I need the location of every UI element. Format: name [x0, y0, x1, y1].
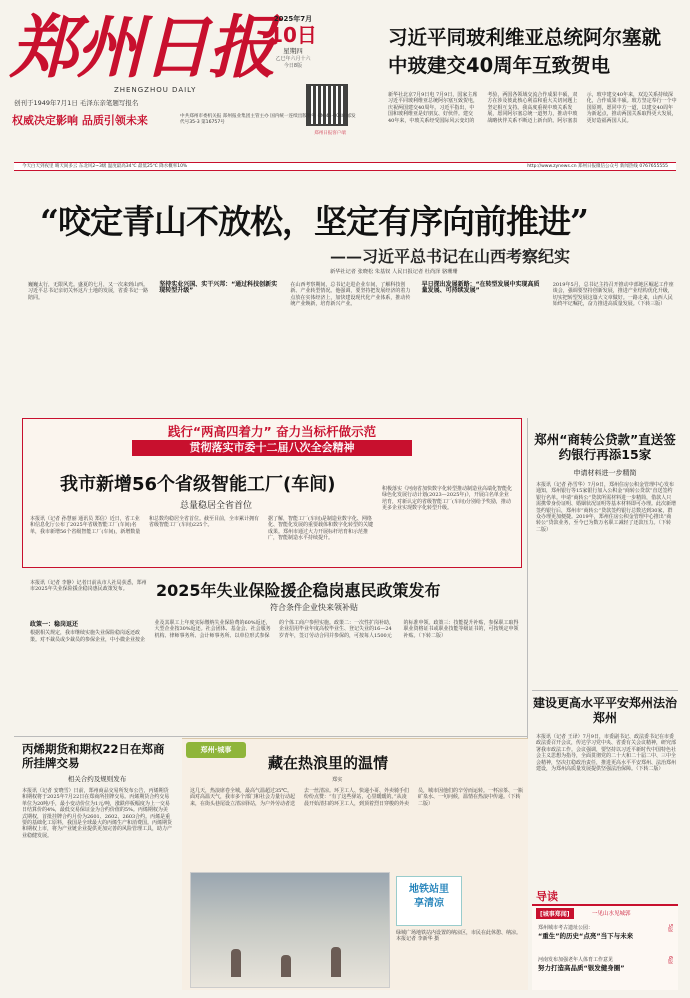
date-year-month: 2025年7月 — [273, 15, 313, 23]
guide-item-2-kicker: 河南发布加强老年人体育工作意见 — [538, 957, 614, 963]
insurance-body — [30, 620, 520, 643]
lead-byline: 新华社记者 张晓松 朱基钗 人民日报记者 杜尚泽 骆珊珊 — [330, 269, 458, 275]
slogan: 权威决定影响 品质引领未来 — [12, 114, 148, 127]
feature-body: 本报讯（记者 孙慧丽 通讯员 郑信）近日，省工业和信息化厅公布了2025年省级智能工厂(车间)名单，我市新增56个省级智能工厂(车间)，新增数量和总数均稳居全省首位。截至目前，全市累计拥有省级智能工厂(车间)225个。 — [30, 516, 260, 535]
right-story-1-body: 本报讯（记者 孙雪华）7月9日，郑州住房公积金管理中心发布通知，郑州银行等15家银行加入公积金“商转公贷款”直送签约银行名单。申请“商转公”贷款所需材料进一步精简，借款人只需携带身份证明、婚姻状况证明等基本材料即可办理。此次新增签约银行后，郑州市“商转公”贷款签约银行总数达到30家，群众办理更加便捷。2019年，郑州住房公积金管理中心推出“商转公”贷款业务，至今已为数万名职工减轻了还款压力。（下转二版） — [536, 482, 677, 533]
guide-item-2[interactable] — [538, 956, 658, 972]
section-divider — [532, 690, 678, 691]
insurance-subhead: 政策一：稳岗返还 — [30, 621, 79, 628]
insurance-lead: 本报讯（记者 李静）记者日前从市人社局获悉，郑州市2025年失业保险援企稳岗惠民政策发布。 — [30, 580, 147, 593]
heat-author: 郑实 — [332, 777, 343, 783]
column-badge: 郑州·城事 — [186, 742, 246, 758]
feature-headline[interactable]: 我市新增56个省级智能工厂(车间) — [60, 474, 336, 495]
feature-subheadline: 总量稳居全省首位 — [180, 501, 253, 511]
lead-subhead: 早日探出发展新路：“在转型发展中实现高质量发展、可持续发展” — [421, 281, 540, 295]
futures-headline[interactable]: 丙烯期货和期权22日在郑商所挂牌交易 — [22, 742, 165, 770]
date-day: 10日 — [269, 23, 317, 47]
insurance-subheadline: 符合条件企业快来领补贴 — [270, 603, 358, 612]
guide-item-1-page: 5版 — [667, 924, 673, 933]
weather-text: 今天白天到夜里 晴天间多云 东北风2~3级 温度最高34℃ 最低25℃ 降水概率10% — [22, 164, 188, 169]
lead-subheadline: ——习近平总书记在山西考察纪实 — [330, 247, 571, 266]
lead-paragraph: 2019年5月，总书记主持召开推动中部地区崛起工作座谈会，强调要坚持创新发展，推进产业结构优化升级，切实把转型发展这篇大文章做好。一路走来，山西人民始终牢记嘱托，奋力推进高质量发展。（下转三版） — [552, 282, 674, 308]
person-figure — [331, 947, 341, 977]
date-weekday: 星期四 — [283, 47, 303, 55]
lead-headline[interactable]: “咬定青山不放松，坚定有序向前推进” — [40, 202, 588, 241]
insurance-headline[interactable]: 2025年失业保险援企稳岗惠民政策发布 — [156, 581, 441, 600]
website-link[interactable]: http://www.zynews.cn 郑州日报微信公众号 新闻热线 0767655555 — [527, 164, 668, 169]
guide-item-1-kicker: 郑州城市考古遗址公园： — [538, 925, 594, 931]
lead-body — [28, 282, 674, 308]
heat-body: 这几天，热浪席卷全城，最高气温超过35℃。面对高温天气，我市多个部门和社会力量行动起来，在街头巷尾设立清凉驿站，为户外劳动者送去一丝清凉。环卫工人、快递小哥、外卖骑手们纷纷点赞：“有了这些驿站，心里暖暖的。”从凌晨开始清扫的环卫工人，到顶着烈日穿梭的外卖员，城市因他们的辛劳而运转。一杯凉茶、一瓶矿泉水、一句问候，温情在热浪中传递。（下转二版） — [190, 788, 524, 807]
insurance-paragraph: 根据相关规定，我市继续实施失业保险稳岗返还政策。对不裁员或少裁员的参保企业，中小微企业按企业及其职工上年度实际缴纳失业保险费的60%返还，大型企业按30%返还。社会团体、基金会、社会服务机构、律师事务所、会计师事务所、以单位形式参保的个体工商户参照实施。政策二：一次性扩岗补助，企业招用毕业年度高校毕业生、登记失业的16—24岁青年，签订劳动合同并参保的，可按每人1500元的标准申领。政策三：技能提升补贴，参保职工取得职业资格证书或职业技能等级证书的，可按规定申领补贴。（下转二版） — [30, 620, 519, 643]
right-story-1-sub: 申请材料进一步精简 — [573, 469, 637, 477]
person-figure — [281, 955, 291, 977]
weather-bar — [14, 162, 676, 171]
section-divider — [14, 736, 528, 737]
feature-body-3: 积极落实《河南省加快数字化转型推动制造业高端化智能化绿色化发展行动计划(2023—2025年)》，开展白名单企业培育，对新认定的省级智能工厂(车间)分别给予奖励，推动更多企业实现数字化转型升级。 — [382, 486, 513, 512]
date-lunar: 乙巳年六月十六 — [275, 56, 311, 62]
guide-tag: [城事郑闻] — [536, 908, 574, 919]
caption-title-1: 地铁站里 — [409, 884, 449, 895]
guide-tag-sub: 一见山水见城郭 — [592, 911, 631, 917]
right-story-1-headline[interactable]: 郑州“商转公贷款”直送签约银行再添15家 — [534, 432, 676, 462]
guide-item-2-page: 6版 — [667, 956, 673, 965]
guide-item-1-title: “重生”的历史“点亮”当下与未来 — [538, 932, 634, 940]
photo-caption-text: 绿城广场地铁站内设置的纳凉区，市民在此休憩、纳凉。 本报记者 李新华 摄 — [396, 930, 522, 943]
founded-line: 创刊于1949年7月1日 毛泽东亲笔题写报名 — [14, 99, 139, 107]
futures-body: 本报讯（记者 安晓雪）日前，郑州商品交易所发布公告，丙烯期货和期权将于2025年7月22日在郑商所挂牌交易。丙烯期货合约交易单位为20吨/手，最小变动价位为1元/吨，涨跌停板幅度为上一交易日结算价的4%，最低交易保证金为合约价值的5%。丙烯期权为美式期权，首批挂牌合约月份为2601、2602、2603合约。丙烯是重要的基础化工原料，我国是全球最大的丙烯生产和消费国。丙烯期货和期权上市，将为产业链企业提供更加完善的风险管理工具，助力产业稳健发展。 — [22, 788, 173, 839]
lead-paragraph: 巍巍太行，无限风光。盛夏的七月，又一次来到山西。习近平总书记亲切关怀这片土地的发展，省委书记一路陪同。 — [28, 282, 149, 301]
guide-item-1[interactable] — [538, 924, 658, 940]
lead-paragraph: 在山西考察期间，总书记走进企业车间，了解科技创新、产业转型情况。他强调，要坚持把发展经济的着力点放在实体经济上，加快建设现代化产业体系，推动传统产业焕新，培育新兴产业。 — [290, 282, 411, 308]
metro-station-photo[interactable] — [190, 872, 390, 988]
feature-banner-red: 贯彻落实市委十二届八次全会精神 — [132, 440, 412, 456]
guide-title: 导读 — [536, 890, 558, 903]
photo-caption-box — [396, 876, 462, 926]
qr-code-label: 郑州日报客户端 — [314, 131, 346, 136]
guide-item-2-title: 努力打造高品质“银发健身圈” — [538, 964, 625, 972]
heat-headline[interactable]: 藏在热浪里的温情 — [268, 754, 389, 772]
newspaper-logo: 郑州日报 — [10, 8, 275, 88]
right-story-2-headline[interactable]: 建设更高水平平安郑州法治郑州 — [532, 696, 677, 725]
right-story-2-body: 本报讯（记者 王译）7月9日，市委副书记、政法委书记在市委政法委召开会议，传达学习党中央、省委有关会议精神，研究部署我市政法工作。会议强调，要坚持以习近平新时代中国特色社会主义思想为指导，全面贯彻党的二十大和二十届二中、三中全会精神，坚决扛稳政治责任，推进更高水平平安郑州、法治郑州建设，为郑州高质量发展提供坚强法治保障。（下转二版） — [536, 734, 677, 773]
publication-info: 中共郑州市委机关报 郑州报业集团主管主办 国内统一连续出版物号 CN 41-0048 邮发代号35-3 第16757号 — [180, 114, 356, 125]
futures-subheadline: 相关合约及规则发布 — [67, 775, 127, 783]
person-figure — [231, 949, 241, 977]
newspaper-logo-en: ZHENGZHOU DAILY — [114, 86, 197, 94]
date-box — [262, 14, 324, 68]
top-story-body: 新华社北京7月9日电 7月9日，国家主席习近平同玻利维亚总统阿尔塞互致贺电，庆祝两国建交40周年。习近平指出，中国和玻利维亚是好朋友、好伙伴。建交40年来，中玻关系经受国际风云变幻的考验，两国各领域交流合作成果丰硕，双方在涉及彼此核心利益和重大关切问题上坚定相互支持。我高度重视中玻关系发展，愿同阿尔塞总统一道努力，推动中玻战略伙伴关系不断迈上新台阶。阿尔塞表示，玻中建交40年来，双边关系持续深化，合作成果丰硕。玻方坚定奉行一个中国原则，愿同中方一道，以建交40周年为新起点，推动两国关系取得更大发展，更好造福两国人民。 — [388, 92, 677, 124]
feature-body-2: 据了解，智能工厂(车间)是制造业数字化、网络化、智能化发展的重要载体和数字化转型的关键成果。郑州市通过大力开展标杆培育和示范推广，智能制造水平持续提升。 — [268, 516, 374, 542]
page-count: 今日8版 — [283, 63, 303, 69]
feature-banner: 践行“两高四着力” 奋力当标杆做示范 — [167, 424, 377, 439]
top-story-headline[interactable]: 习近平同玻利维亚总统阿尔塞就中玻建交40周年互致贺电 — [388, 26, 662, 77]
lead-subhead: 坚持实业兴国、实干兴邦：“通过科技创新实现转型升级” — [159, 281, 278, 295]
caption-title-2: 享清凉 — [414, 898, 444, 909]
